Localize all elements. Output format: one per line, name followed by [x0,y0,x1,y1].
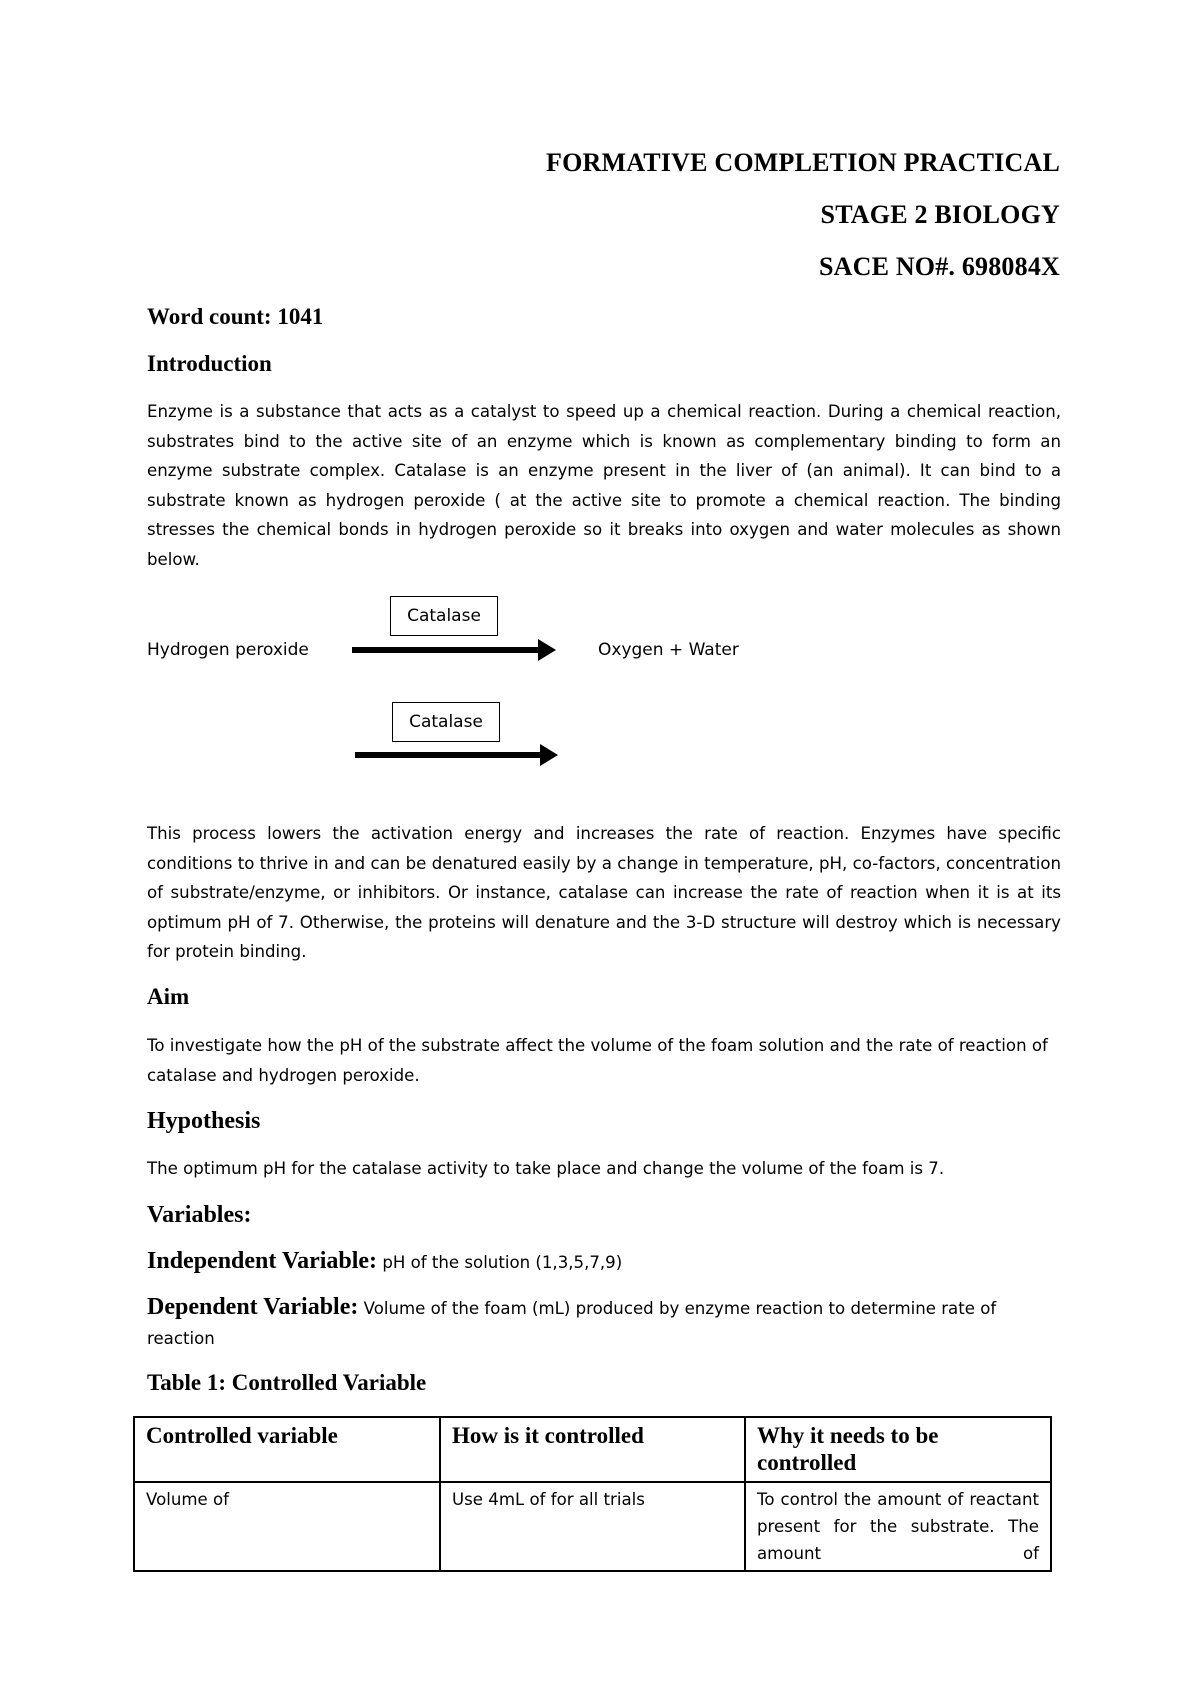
table-cell: Use 4mL of for all trials [440,1482,745,1571]
aim-heading: Aim [147,984,190,1009]
reactant-label: Hydrogen peroxide [147,640,309,660]
introduction-paragraph-2: This process lowers the activation energy and increases the rate of reaction. Enzymes have specific conditions to thrive in and can be denatured easily by a change in temperature, pH, co-factors, concentration of substrate/enzyme, or inhibitors. Or instance, catalase can increase the rate of reaction when it is at its optimum pH of 7. Otherwise, the proteins will denature and the 3-D structure will destroy which is necessary for protein binding. [147,824,1061,961]
aim-text: To investigate how the pH of the substrate affect the volume of the foam solution and the rate of reaction of catalase and hydrogen peroxide. [147,1036,1048,1085]
word-count: Word count: 1041 [147,304,324,329]
document-title: FORMATIVE COMPLETION PRACTICAL [546,148,1060,177]
dependent-variable [147,1293,1061,1353]
independent-variable [147,1248,622,1275]
table-row [134,1482,1051,1571]
independent-variable-value: pH of the solution (1,3,5,7,9) [377,1253,623,1272]
reaction-arrow-top [352,647,540,653]
table-header-cell: Controlled variable [134,1417,440,1482]
introduction-paragraph-1: Enzyme is a substance that acts as a catalyst to speed up a chemical reaction. During a chemical reaction, substrates bind to the active site of an enzyme which is known as complementary binding to form an enzyme substrate complex. Catalase is an enzyme present in the liver of (an animal). It can bind to a substrate known as hydrogen peroxide ( at the active site to promote a chemical reaction. The binding stresses the chemical bonds in hydrogen peroxide so it breaks into oxygen and water molecules as shown below. [147,402,1061,569]
table-header-cell: Why it needs to be controlled [745,1417,1051,1482]
table-cell: Volume of [134,1482,440,1571]
table-header-cell: How is it controlled [440,1417,745,1482]
sace-number: SACE NO#. 698084X [818,252,1060,281]
catalase-box-bottom: Catalase [392,702,500,742]
introduction-heading: Introduction [147,351,272,376]
independent-variable-label: Independent Variable: [147,1248,378,1274]
variables-heading: Variables: [147,1202,252,1228]
controlled-variables-table [133,1416,1052,1572]
dependent-variable-value: Volume of the foam (mL) produced by enzyme reaction to determine rate of reaction [147,1299,997,1348]
hypothesis-text: The optimum pH for the catalase activity to take place and change the volume of the foam is 7. [147,1159,945,1178]
table-caption: Table 1: Controlled Variable [147,1370,427,1395]
products-label: Oxygen + Water [598,640,739,660]
dependent-variable-label: Dependent Variable: [147,1294,359,1320]
hypothesis-heading: Hypothesis [147,1108,261,1134]
subject-line: STAGE 2 BIOLOGY [820,200,1060,229]
table-header-row [134,1417,1051,1482]
reaction-arrow-bottom [355,752,542,758]
catalase-box-top: Catalase [390,596,498,636]
table-cell: To control the amount of reactant present for the substrate. The amount of [745,1482,1051,1571]
